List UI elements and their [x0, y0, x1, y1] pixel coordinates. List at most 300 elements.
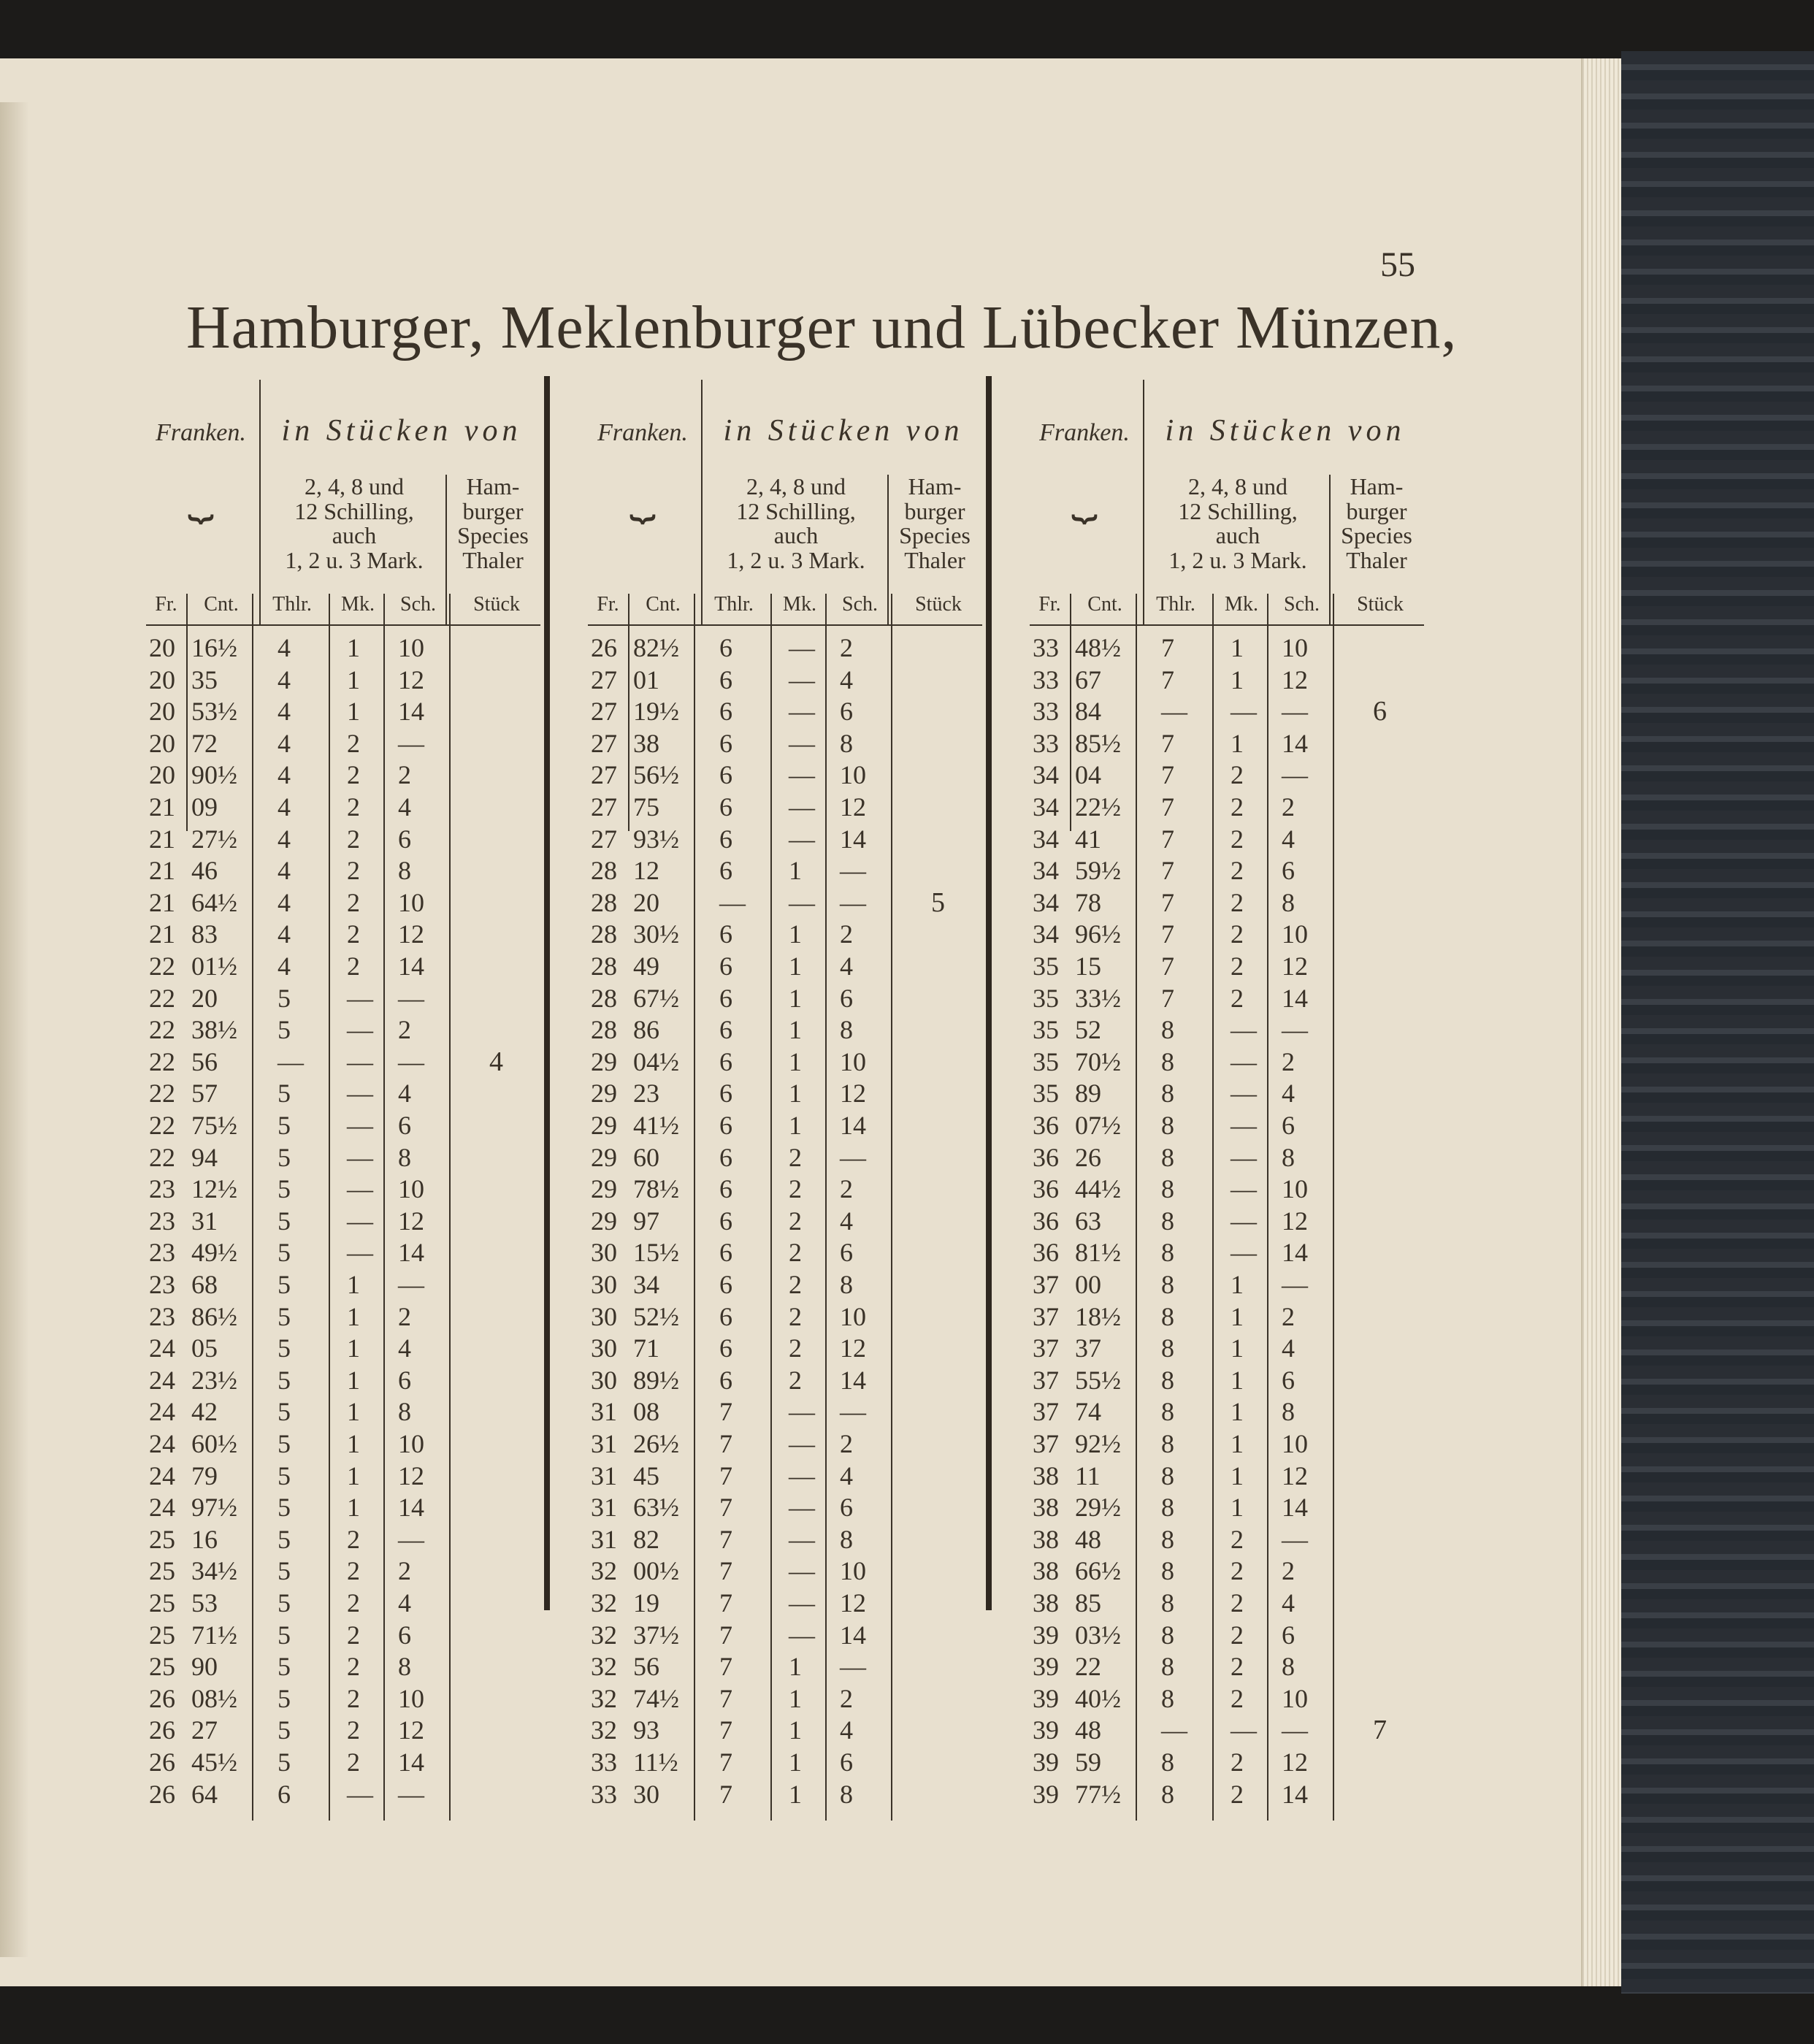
cell: 26: [149, 1779, 175, 1809]
header-line: Ham-: [908, 473, 962, 499]
cell: 12: [840, 792, 866, 822]
cell: 1: [347, 633, 360, 662]
cell: 2: [398, 1015, 411, 1045]
cell: 71: [633, 1333, 659, 1363]
column-header: Thlr.: [272, 593, 312, 616]
cell: —: [398, 728, 424, 758]
column-header: Stück: [473, 593, 520, 616]
cell: 6: [719, 1046, 732, 1076]
cell: 23: [149, 1238, 175, 1268]
cell: 32: [591, 1715, 617, 1745]
column-header: Mk.: [341, 593, 375, 616]
table-row: [146, 1746, 540, 1778]
table-row: [1030, 727, 1424, 759]
cell: —: [398, 1524, 424, 1554]
cell: —: [398, 983, 424, 1013]
cell: —: [398, 1046, 424, 1076]
cell: 21: [149, 856, 175, 886]
cell: 2: [347, 1715, 360, 1745]
cell: 4: [398, 792, 411, 822]
header-line: 12 Schilling,: [1178, 497, 1298, 524]
cell: 4: [278, 728, 291, 758]
cell: —: [347, 1046, 373, 1076]
cell: 49: [633, 952, 659, 981]
cell: 10: [1282, 1683, 1308, 1713]
table-row: [588, 1268, 982, 1301]
cell: 6: [840, 1493, 853, 1523]
cell: 8: [398, 1652, 411, 1682]
cell: 8: [1282, 1142, 1295, 1172]
table-row: [588, 664, 982, 696]
cell: 8: [840, 1270, 853, 1299]
cell: 36: [1033, 1111, 1059, 1140]
cell: 14: [1282, 1493, 1308, 1523]
cell: 10: [1282, 919, 1308, 949]
header-line: 12 Schilling,: [736, 497, 856, 524]
cell: 20: [149, 760, 175, 790]
cell: 4: [278, 665, 291, 694]
cell: 11½: [633, 1748, 678, 1777]
cell: 2: [1231, 1779, 1244, 1809]
cell: 12: [840, 1079, 866, 1109]
column-header: Thlr.: [714, 593, 754, 616]
cell: 29: [591, 1046, 617, 1076]
table-row: [1030, 1714, 1424, 1746]
cell: —: [1231, 1715, 1257, 1745]
cell: 12: [398, 1461, 424, 1490]
header-franken: Franken.: [1039, 419, 1130, 446]
cell: 6: [398, 824, 411, 854]
table-row: [146, 1141, 540, 1174]
cell: 23: [149, 1174, 175, 1204]
table-row: [1030, 791, 1424, 823]
cell: 1: [1231, 1365, 1244, 1395]
table-row: [588, 1778, 982, 1810]
cell: 8: [1161, 1524, 1174, 1554]
cell: 36: [1033, 1206, 1059, 1236]
cell: 8: [1161, 1079, 1174, 1109]
cell: 31: [591, 1493, 617, 1523]
cell: —: [1231, 1174, 1257, 1204]
page-number: 55: [1380, 245, 1415, 284]
column-header: Stück: [915, 593, 962, 616]
cell: 27: [591, 824, 617, 854]
cell: 5: [278, 1015, 291, 1045]
cell: 34: [1033, 824, 1059, 854]
cell: 6: [719, 633, 732, 662]
table-row: [588, 1077, 982, 1109]
cell: 2: [347, 887, 360, 917]
cell: 5: [278, 1174, 291, 1204]
cell: 1: [789, 1715, 802, 1745]
table-row: [146, 950, 540, 982]
table-row: [588, 1236, 982, 1268]
table-row: [588, 791, 982, 823]
cell: 8: [1161, 1429, 1174, 1458]
header-line: Thaler: [462, 546, 524, 573]
cell: 67½: [633, 983, 679, 1013]
cell: 1: [1231, 1333, 1244, 1363]
cell: 14: [840, 1620, 866, 1650]
cell: 7: [1161, 728, 1174, 758]
cell: 33: [1033, 728, 1059, 758]
cell: 6: [278, 1779, 291, 1809]
cell: 1: [789, 919, 802, 949]
cell: 6: [840, 697, 853, 727]
cell: 33: [1033, 697, 1059, 727]
cell: 14: [840, 1111, 866, 1140]
cell: —: [789, 1588, 815, 1618]
cell: 4: [1282, 824, 1295, 854]
cell: 2: [347, 1556, 360, 1586]
cell: 49½: [191, 1238, 237, 1268]
cell: 5: [278, 983, 291, 1013]
cell: 25: [149, 1524, 175, 1554]
cell: 14: [398, 1238, 424, 1268]
table-row: [588, 1555, 982, 1587]
cell: 39: [1033, 1652, 1059, 1682]
cell: 97: [633, 1206, 659, 1236]
cell: 10: [1282, 1174, 1308, 1204]
cell: 8: [398, 1142, 411, 1172]
cell: 5: [278, 1301, 291, 1331]
column-header: Cnt.: [646, 593, 681, 616]
cell: 27: [591, 728, 617, 758]
header-line: 2, 4, 8 und: [746, 473, 846, 499]
cell: 34: [1033, 887, 1059, 917]
cell: 5: [278, 1493, 291, 1523]
cell: 31: [591, 1397, 617, 1427]
cell: 26: [149, 1748, 175, 1777]
cell: 5: [278, 1620, 291, 1650]
column-header: Fr.: [155, 593, 177, 616]
cell: 2: [1231, 887, 1244, 917]
table-row: [588, 695, 982, 727]
book-cover: [1621, 51, 1814, 1994]
cell: 14: [1282, 983, 1308, 1013]
table-row: [1030, 1428, 1424, 1460]
cell: 2: [398, 760, 411, 790]
cell: 05: [191, 1333, 218, 1363]
cell: 4: [840, 1715, 853, 1745]
cell: 24: [149, 1365, 175, 1395]
cell: 4: [278, 824, 291, 854]
cell: 2: [789, 1238, 802, 1268]
cell: 2: [840, 1429, 853, 1458]
table-row: [146, 1396, 540, 1428]
table-row: [588, 1683, 982, 1715]
page-edges: [1581, 58, 1623, 1986]
table-row: [1030, 695, 1424, 727]
cell: 2: [347, 1524, 360, 1554]
cell: 16½: [191, 633, 237, 662]
cell: 35: [1033, 1015, 1059, 1045]
cell: 1: [789, 1779, 802, 1809]
cell: 30: [591, 1365, 617, 1395]
cell: 5: [278, 1111, 291, 1140]
table-row: [146, 1364, 540, 1396]
cell: 4: [278, 760, 291, 790]
cell: 29: [591, 1142, 617, 1172]
cell: 1: [1231, 728, 1244, 758]
table-row: [1030, 632, 1424, 664]
cell: 35: [191, 665, 218, 694]
cell: 2: [1231, 952, 1244, 981]
cell: 00: [1075, 1270, 1101, 1299]
table-row: [146, 664, 540, 696]
table-row: [146, 1301, 540, 1333]
cell: 24: [149, 1429, 175, 1458]
cell: 22: [149, 1079, 175, 1109]
header-line: Thaler: [1346, 546, 1407, 573]
cell: 6: [719, 792, 732, 822]
table-row: [146, 1205, 540, 1237]
cell: 6: [719, 728, 732, 758]
cell: 4: [1282, 1588, 1295, 1618]
cell: 1: [347, 1461, 360, 1490]
cell: 2: [1282, 1301, 1295, 1331]
cell: 4: [840, 1206, 853, 1236]
cell: 35: [1033, 983, 1059, 1013]
cell: 04: [1075, 760, 1101, 790]
cell: 20: [633, 887, 659, 917]
cell: 7: [719, 1429, 732, 1458]
table-row: [588, 950, 982, 982]
cell: 45: [633, 1461, 659, 1490]
cell: 6: [719, 697, 732, 727]
column-header: Sch.: [1284, 593, 1320, 616]
cell: 48: [1075, 1715, 1101, 1745]
cell: 83: [191, 919, 218, 949]
cell: 6: [719, 1079, 732, 1109]
cell: 1: [347, 1333, 360, 1363]
cell: 7: [719, 1779, 732, 1809]
cell: 8: [1282, 1397, 1295, 1427]
cell: 22: [149, 1111, 175, 1140]
cell: 36: [1033, 1142, 1059, 1172]
cell: 5: [278, 1333, 291, 1363]
cell: 53½: [191, 697, 237, 727]
table-row: [146, 1268, 540, 1301]
cell: 2: [1231, 1588, 1244, 1618]
cell: 38: [1033, 1461, 1059, 1490]
table-row: [146, 1778, 540, 1810]
left-page-edge: [0, 102, 29, 1957]
cell: 6: [398, 1620, 411, 1650]
cell: 8: [1161, 1301, 1174, 1331]
cell: 59: [1075, 1748, 1101, 1777]
column-rule: [259, 380, 261, 624]
cell: 14: [1282, 1779, 1308, 1809]
cell: 31: [591, 1524, 617, 1554]
cell: 22: [149, 983, 175, 1013]
table-row: [1030, 1236, 1424, 1268]
cell: 7: [1161, 665, 1174, 694]
table-row: [588, 1364, 982, 1396]
header-in-stuecken: in Stücken von: [723, 414, 964, 448]
cell: 29: [591, 1079, 617, 1109]
cell: 10: [1282, 1429, 1308, 1458]
cell: 5: [278, 1397, 291, 1427]
cell: 24: [149, 1461, 175, 1490]
table-row: [1030, 950, 1424, 982]
cell: 6: [1282, 1620, 1295, 1650]
cell: —: [789, 665, 815, 694]
cell: 2: [347, 1652, 360, 1682]
cell: 07½: [1075, 1111, 1121, 1140]
column-header: Fr.: [597, 593, 619, 616]
cell: 7: [1161, 792, 1174, 822]
table-row: [1030, 759, 1424, 791]
table-row: [588, 1619, 982, 1651]
cell: —: [789, 1397, 815, 1427]
table-row: [146, 1587, 540, 1619]
stueck-value: 7: [1373, 1715, 1387, 1746]
cell: 7: [719, 1748, 732, 1777]
table-row: [146, 791, 540, 823]
cell: 04½: [633, 1046, 679, 1076]
cell: 8: [1161, 1620, 1174, 1650]
table-row: [146, 1428, 540, 1460]
cell: 10: [398, 887, 424, 917]
cell: 84: [1075, 697, 1101, 727]
cell: 2: [789, 1333, 802, 1363]
cell: 32: [591, 1620, 617, 1650]
cell: —: [1231, 1079, 1257, 1109]
header-line: auch: [1215, 522, 1260, 549]
table-row: [588, 982, 982, 1014]
cell: 2: [1231, 760, 1244, 790]
cell: 93: [633, 1715, 659, 1745]
cell: 6: [719, 824, 732, 854]
cell: 75: [633, 792, 659, 822]
cell: 6: [719, 1365, 732, 1395]
cell: 25: [149, 1652, 175, 1682]
cell: 38: [1033, 1524, 1059, 1554]
cell: 19½: [633, 697, 679, 727]
table-row: [588, 1141, 982, 1174]
cell: 16: [191, 1524, 218, 1554]
cell: 8: [1282, 887, 1295, 917]
stueck-value: 6: [1373, 696, 1387, 727]
cell: 7: [719, 1524, 732, 1554]
cell: 41½: [633, 1111, 679, 1140]
cell: 6: [719, 1206, 732, 1236]
cell: 82½: [633, 633, 679, 662]
table-row: [146, 982, 540, 1014]
cell: 4: [278, 697, 291, 727]
cell: 7: [719, 1461, 732, 1490]
table-row: [588, 1650, 982, 1683]
cell: 8: [1161, 1493, 1174, 1523]
cell: 5: [278, 1556, 291, 1586]
column-header: Fr.: [1038, 593, 1061, 616]
header-line: burger: [1346, 497, 1407, 524]
cell: 33: [591, 1748, 617, 1777]
table-row: [588, 1109, 982, 1141]
table-row: [1030, 1555, 1424, 1587]
cell: 6: [840, 1238, 853, 1268]
cell: 12: [633, 856, 659, 886]
cell: 96½: [1075, 919, 1121, 949]
cell: 5: [278, 1588, 291, 1618]
header-line: 1, 2 u. 3 Mark.: [1168, 546, 1307, 573]
table-row: [146, 1014, 540, 1046]
table-row: [1030, 1778, 1424, 1810]
cell: —: [347, 1142, 373, 1172]
cell: 70½: [1075, 1046, 1121, 1076]
table-row: [146, 1683, 540, 1715]
table-row: [146, 854, 540, 887]
cell: 1: [1231, 1301, 1244, 1331]
cell: 22½: [1075, 792, 1121, 822]
cell: 2: [789, 1270, 802, 1299]
cell: 7: [1161, 824, 1174, 854]
cell: 2: [347, 919, 360, 949]
cell: 30: [591, 1301, 617, 1331]
cell: —: [347, 1174, 373, 1204]
cell: 08: [633, 1397, 659, 1427]
cell: 1: [1231, 1397, 1244, 1427]
cell: 2: [840, 919, 853, 949]
cell: 23½: [191, 1365, 237, 1395]
cell: 31: [191, 1206, 218, 1236]
cell: 38: [1033, 1556, 1059, 1586]
cell: 8: [1161, 1397, 1174, 1427]
table-row: [146, 887, 540, 919]
column-rule: [887, 475, 889, 624]
cell: 56: [191, 1046, 218, 1076]
cell: 5: [278, 1748, 291, 1777]
cell: 89: [1075, 1079, 1101, 1109]
cell: 10: [398, 1174, 424, 1204]
cell: 29½: [1075, 1493, 1121, 1523]
cell: 1: [347, 1493, 360, 1523]
cell: 90½: [191, 760, 237, 790]
cell: —: [1161, 697, 1187, 727]
header-schilling-mark: [263, 475, 445, 573]
table-row: [146, 1046, 540, 1078]
cell: 18½: [1075, 1301, 1121, 1331]
cell: 86½: [191, 1301, 237, 1331]
cell: 4: [398, 1079, 411, 1109]
cell: 86: [633, 1015, 659, 1045]
cell: 03½: [1075, 1620, 1121, 1650]
table-row: [588, 854, 982, 887]
cell: —: [347, 1015, 373, 1045]
cell: 5: [278, 1142, 291, 1172]
cell: 89½: [633, 1365, 679, 1395]
table-row: [1030, 1683, 1424, 1715]
cell: 10: [1282, 633, 1308, 662]
table-row: [588, 1460, 982, 1492]
cell: 2: [347, 792, 360, 822]
cell: 1: [347, 1301, 360, 1331]
cell: 21: [149, 887, 175, 917]
cell: 6: [1282, 1365, 1295, 1395]
table-row: [588, 1205, 982, 1237]
cell: —: [789, 760, 815, 790]
header-in-stuecken: in Stücken von: [281, 414, 522, 448]
cell: 26½: [633, 1429, 679, 1458]
table-row: [588, 1014, 982, 1046]
table-row: [1030, 1523, 1424, 1555]
cell: 6: [398, 1365, 411, 1395]
cell: 7: [719, 1556, 732, 1586]
table-row: [1030, 1268, 1424, 1301]
cell: 1: [1231, 665, 1244, 694]
header-line: Species: [457, 522, 529, 549]
